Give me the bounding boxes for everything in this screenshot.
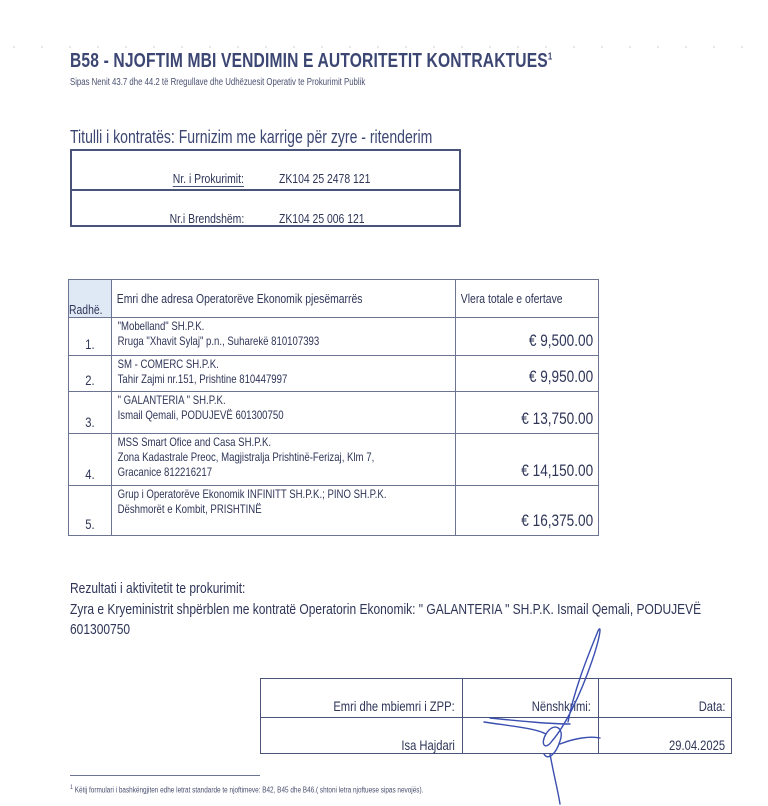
internal-label: Nr.i Brendshëm: xyxy=(169,211,244,226)
footnote-separator xyxy=(70,775,260,776)
offer-rank: 5. xyxy=(69,486,112,536)
offer-rank: 2. xyxy=(69,356,112,392)
offer-value: € 14,150.00 xyxy=(456,434,599,486)
footnote-text: Këtij formulari i bashkëngjiten edhe letrat standarde te njoftimeve: B42, B45 dhe B46.( shtoni letra njoftuese sipas nevojës). xyxy=(74,785,424,795)
page-title xyxy=(70,50,552,73)
offer-operator: Grup i Operatorëve Ekonomik INFINITT SH.P.K.; PINO SH.P.K. Dëshmorët e Kombit, PRISHTINË xyxy=(111,486,455,536)
procurement-info-box xyxy=(70,149,461,227)
offers-table xyxy=(68,279,599,536)
offer-operator: "Mobelland" SH.P.K. Rruga "Xhavit Sylaj" p.n., Suharekë 810107393 xyxy=(111,318,455,356)
date-label: Data: xyxy=(698,698,725,714)
signature-label: Nënshkrimi: xyxy=(531,698,591,714)
footnote xyxy=(70,784,423,795)
result-heading: Rezultati i aktivitetit te prokurimit: xyxy=(70,580,246,597)
name-label: Emri dhe mbiemri i ZPP: xyxy=(333,698,455,714)
internal-row xyxy=(72,189,459,228)
offer-operator: MSS Smart Ofice and Casa SH.P.K. Zona Kadastrale Preoc, Magjistralja Prishtinë-Ferizaj, Klm 7, Gracanice 812216217 xyxy=(111,434,455,486)
offer-value: € 9,950.00 xyxy=(456,356,599,392)
footnote-mark: 1 xyxy=(70,784,73,791)
offer-rank: 4. xyxy=(69,434,112,486)
internal-number: ZK104 25 006 121 xyxy=(279,211,365,226)
table-row xyxy=(69,318,599,356)
result-text: Zyra e Kryeministrit shpërblen me kontratë Operatorin Ekonomik: " GALANTERIA " SH.P.K. Ismail Qemali, PODUJEVË 601300750 xyxy=(70,601,702,638)
offer-operator: " GALANTERIA " SH.P.K. Ismail Qemali, PODUJEVË 601300750 xyxy=(111,392,455,434)
page-subtitle: Sipas Nenit 43.7 dhe 44.2 të Rregullave dhe Udhëzuesit Operativ te Prokurimit Publik xyxy=(70,77,366,88)
offer-rank: 3. xyxy=(69,392,112,434)
procurement-row xyxy=(72,151,459,188)
table-row xyxy=(69,356,599,392)
procurement-number: ZK104 25 2478 121 xyxy=(279,171,371,186)
offer-rank: 1. xyxy=(69,318,112,356)
offer-value: € 9,500.00 xyxy=(456,318,599,356)
table-row xyxy=(69,392,599,434)
title-text: B58 - NJOFTIM MBI VENDIMIN E AUTORITETIT KONTRAKTUES xyxy=(70,50,548,72)
header-value: Vlera totale e ofertave xyxy=(456,280,599,318)
handwritten-signature xyxy=(480,626,605,806)
offer-value: € 13,750.00 xyxy=(456,392,599,434)
title-footnote-mark: 1 xyxy=(547,51,553,63)
zpp-name: Isa Hajdari xyxy=(401,737,455,753)
header-name: Emri dhe adresa Operatorëve Ekonomik pjesëmarrës xyxy=(111,280,455,318)
column-divider xyxy=(462,679,463,753)
offers-header-row xyxy=(69,280,599,318)
offer-operator: SM - COMERC SH.P.K. Tahir Zajmi nr.151, Prishtine 810447997 xyxy=(111,356,455,392)
procurement-label: Nr. i Prokurimit: xyxy=(172,171,244,186)
contract-title: Titulli i kontratës: Furnizim me karrige për zyre - ritenderim xyxy=(70,127,433,147)
offer-value: € 16,375.00 xyxy=(456,486,599,536)
signature-date: 29.04.2025 xyxy=(668,737,725,753)
header-rank: Radhë. xyxy=(69,280,112,318)
table-row xyxy=(69,434,599,486)
table-row xyxy=(69,486,599,536)
